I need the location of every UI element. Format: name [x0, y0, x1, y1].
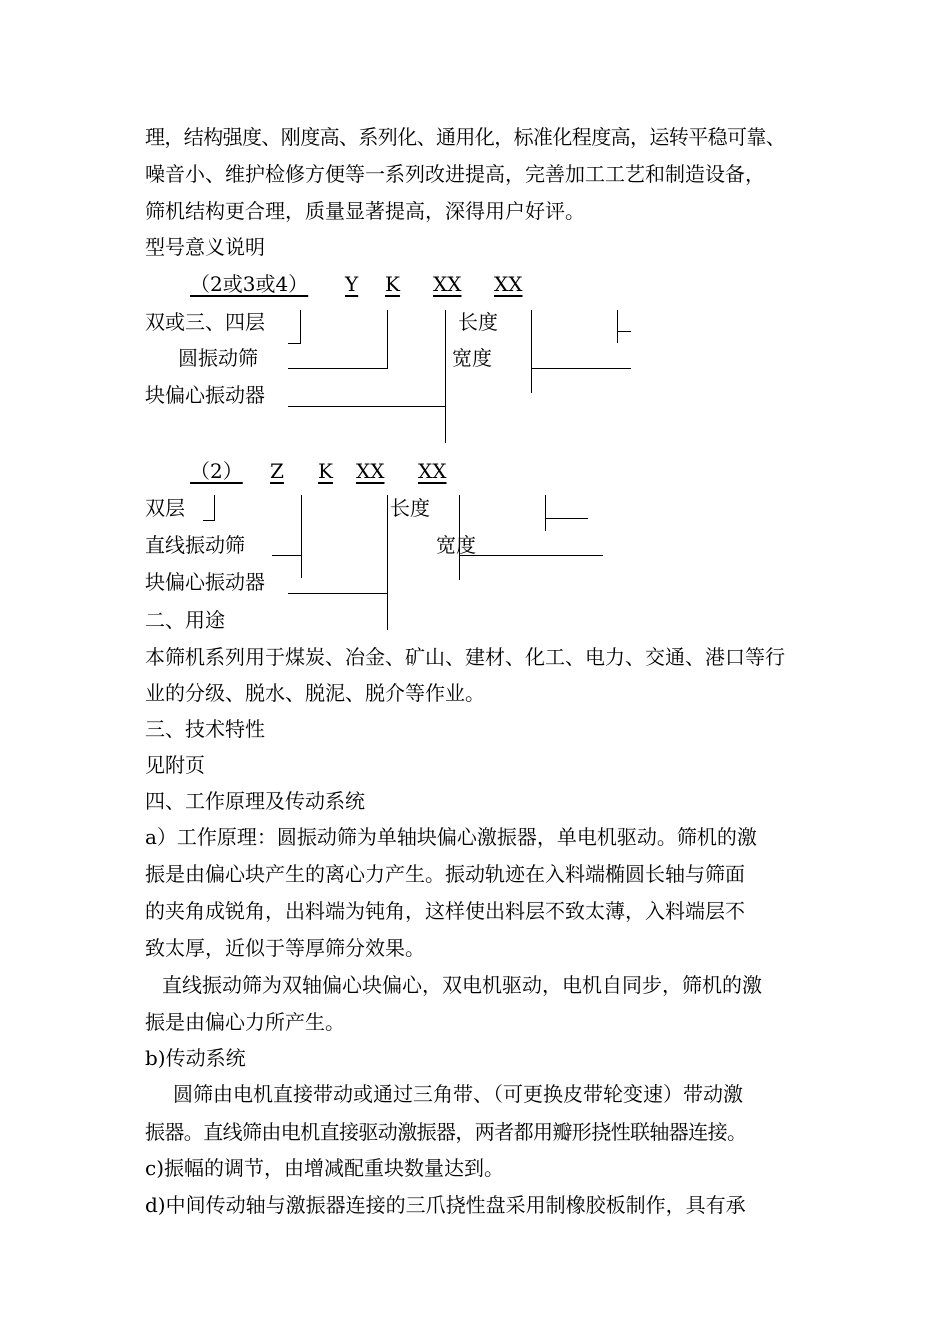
connector-line: [288, 593, 388, 594]
paragraph-line: 业的分级、脱水、脱泥、脱介等作业。: [145, 681, 485, 705]
connector-line: [459, 495, 460, 580]
paragraph-line: 直线振动筛为双轴偏心块偏心，双电机驱动，电机自同步，筛机的激: [162, 973, 762, 997]
paragraph-line: 振是由偏心力所产生。: [145, 1010, 345, 1034]
label-length: 长度: [458, 310, 498, 334]
intro-line-1: 理，结构强度、刚度高、系列化、通用化，标准化程度高，运转平稳可靠、: [145, 125, 786, 149]
paragraph-line: a）工作原理：圆振动筛为单轴块偏心激振器，单电机驱动。筛机的激: [145, 825, 757, 849]
label-screen: 直线振动筛: [145, 533, 245, 557]
connector-line: [301, 495, 302, 578]
label-exciter: 块偏心振动器: [145, 383, 265, 407]
connector-line: [459, 555, 603, 556]
connector-line: [272, 555, 302, 556]
code-part-length: XX: [494, 272, 523, 296]
intro-line-3: 筛机结构更合理，质量显著提高，深得用户好评。: [145, 199, 585, 223]
connector-line: [445, 310, 446, 443]
label-width: 宽度: [436, 533, 476, 557]
paragraph-line: 本筛机系列用于煤炭、冶金、矿山、建材、化工、电力、交通、港口等行: [145, 645, 785, 669]
paragraph-line: 振器。直线筛由电机直接驱动激振器，两者都用瓣形挠性联轴器连接。: [145, 1120, 747, 1144]
section-heading: 三、技术特性: [145, 717, 265, 741]
label-screen: 圆振动筛: [178, 346, 258, 370]
subsection-heading: b)传动系统: [145, 1046, 246, 1070]
connector-line: [387, 495, 388, 630]
label-exciter: 块偏心振动器: [145, 570, 265, 594]
connector-line: [288, 368, 388, 369]
label-layers: 双层: [145, 496, 185, 520]
label-width: 宽度: [452, 346, 492, 370]
connector-line: [288, 406, 446, 407]
label-length: 长度: [390, 496, 430, 520]
section-heading: 二、用途: [145, 608, 225, 632]
connector-line: [387, 310, 388, 368]
paragraph-line: c)振幅的调节，由增减配重块数量达到。: [145, 1156, 505, 1180]
paragraph-line: d)中间传动轴与激振器连接的三爪挠性盘采用制橡胶板制作，具有承: [145, 1193, 746, 1217]
code-part-length: XX: [418, 459, 447, 483]
code-part-k: K: [385, 272, 400, 296]
connector-line: [288, 343, 301, 344]
connector-line: [545, 518, 588, 519]
code-part-layers: （2或3或4）: [190, 272, 309, 296]
code-part-width: XX: [433, 272, 462, 296]
paragraph-line: 的夹角成锐角，出料端为钝角，这样使出料层不致太薄，入料端层不: [145, 899, 745, 923]
paragraph-line: 圆筛由电机直接带动或通过三角带、（可更换皮带轮变速）带动激: [173, 1082, 743, 1106]
paragraph-line: 致太厚，近似于等厚筛分效果。: [145, 936, 425, 960]
label-layers: 双或三、四层: [145, 310, 265, 334]
model-heading: 型号意义说明: [145, 235, 265, 259]
code-part-z: Z: [270, 459, 284, 483]
section-heading: 四、工作原理及传动系统: [145, 789, 365, 813]
code-part-width: XX: [356, 459, 385, 483]
intro-line-2: 噪音小、维护检修方便等一系列改进提高，完善加工工艺和制造设备，: [145, 162, 765, 186]
code-part-layers: （2）: [190, 459, 243, 483]
paragraph-line: 见附页: [145, 753, 205, 777]
connector-line: [617, 331, 631, 332]
connector-line: [214, 495, 215, 520]
connector-line: [617, 310, 618, 343]
connector-line: [545, 495, 546, 531]
code-part-y: Y: [345, 272, 359, 296]
connector-line: [203, 520, 215, 521]
paragraph-line: 振是由偏心块产生的离心力产生。振动轨迹在入料端椭圆长轴与筛面: [145, 862, 745, 886]
code-part-k: K: [318, 459, 333, 483]
connector-line: [531, 310, 532, 393]
connector-line: [300, 310, 301, 343]
connector-line: [531, 368, 631, 369]
